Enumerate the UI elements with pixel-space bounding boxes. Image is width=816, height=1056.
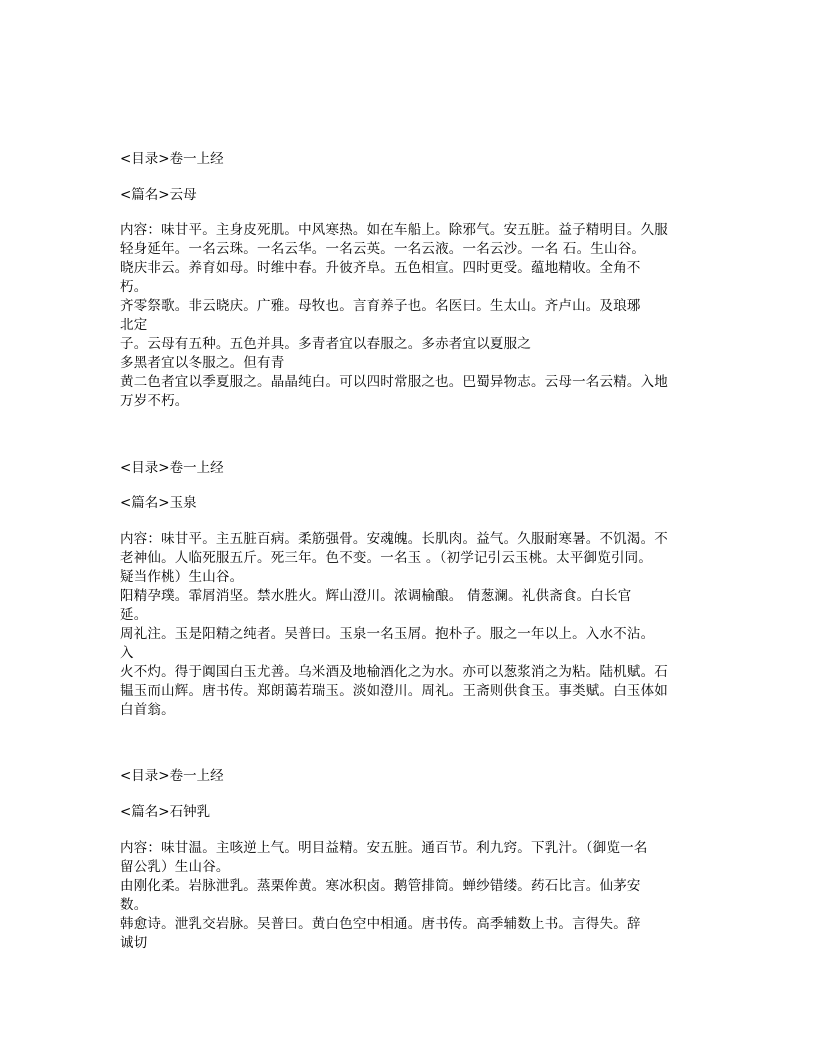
catalog-heading: <目录>卷一上经 [120, 151, 224, 167]
article-body [120, 221, 686, 411]
body-line: 入 [120, 645, 134, 661]
body-line: 北定 [120, 317, 148, 333]
body-line: 内容：味甘平。主五脏百病。柔筋强骨。安魂魄。长肌肉。益气。久服耐寒暑。不饥渴。不 [120, 531, 668, 547]
body-line: 由刚化柔。岩脉泄乳。蒸栗侔黄。寒冰积卤。鹅管排筒。蝉纱错缕。药石比言。仙茅安 [120, 878, 641, 894]
body-line: 火不灼。得于阗国白玉尤善。乌米酒及地榆酒化之为水。亦可以葱浆消之为粘。陆机赋。石 [120, 664, 668, 680]
body-line: 阳精孕璞。霏屑消坚。禁水胜火。辉山澄川。浓调榆酿。 倩葱澜。礼供斋食。白长官 [120, 588, 632, 604]
body-line: 内容：味甘平。主身皮死肌。中风寒热。如在车船上。除邪气。安五脏。益子精明目。久服 [120, 222, 668, 238]
body-line: 轻身延年。一名云珠。一名云华。一名云英。一名云液。一名云沙。一名 石。生山谷。 [120, 241, 646, 257]
article-body [120, 839, 686, 953]
body-line: 内容：味甘温。主咳逆上气。明目益精。安五脏。通百节。利九窍。下乳汁。（御览一名 [120, 840, 648, 856]
body-line: 黄二色者宜以季夏服之。晶晶纯白。可以四时常服之也。巴蜀异物志。云母一名云精。入地 [120, 374, 668, 390]
body-line: 留公乳）生山谷。 [120, 859, 230, 875]
body-line: 多黑者宜以冬服之。但有青 [120, 355, 285, 371]
body-line: 疑当作桃）生山谷。 [120, 569, 244, 585]
body-line: 晓庆非云。养育如母。时维中春。升彼齐阜。五色相宣。四时更受。蕴地精收。全角不 [120, 260, 641, 276]
catalog-heading: <目录>卷一上经 [120, 460, 224, 476]
article-title: <篇名>玉泉 [120, 495, 197, 511]
article-title: <篇名>云母 [120, 187, 197, 203]
body-line: 老神仙。人临死服五斤。死三年。色不变。一名玉 。（初学记引云玉桃。太平御览引同。 [120, 550, 653, 566]
body-line: 韩愈诗。泄乳交岩脉。吴普曰。黄白色空中相通。唐书传。高季辅数上书。言得失。辞 [120, 916, 641, 932]
body-line: 延。 [120, 607, 148, 623]
body-line: 诚切 [120, 935, 148, 951]
body-line: 子。云母有五种。五色并具。多青者宜以春服之。多赤者宜以夏服之 [120, 336, 531, 352]
body-line: 白首翁。 [120, 702, 175, 718]
article-body [120, 530, 686, 720]
body-line: 万岁不朽。 [120, 393, 189, 409]
body-line: 周礼注。玉是阳精之纯者。吴普曰。玉泉一名玉屑。抱朴子。服之一年以上。入水不沾。 [120, 626, 655, 642]
body-line: 朽。 [120, 279, 148, 295]
body-line: 韫玉而山辉。唐书传。郑朗蔼若瑞玉。淡如澄川。周礼。王斋则供食玉。事类赋。白玉体如 [120, 683, 668, 699]
body-line: 齐零祭歌。非云晓庆。广雅。母牧也。言育养子也。名医曰。生太山。齐卢山。及琅琊 [120, 298, 641, 314]
article-title: <篇名>石钟乳 [120, 804, 211, 820]
body-line: 数。 [120, 897, 148, 913]
catalog-heading: <目录>卷一上经 [120, 768, 224, 784]
